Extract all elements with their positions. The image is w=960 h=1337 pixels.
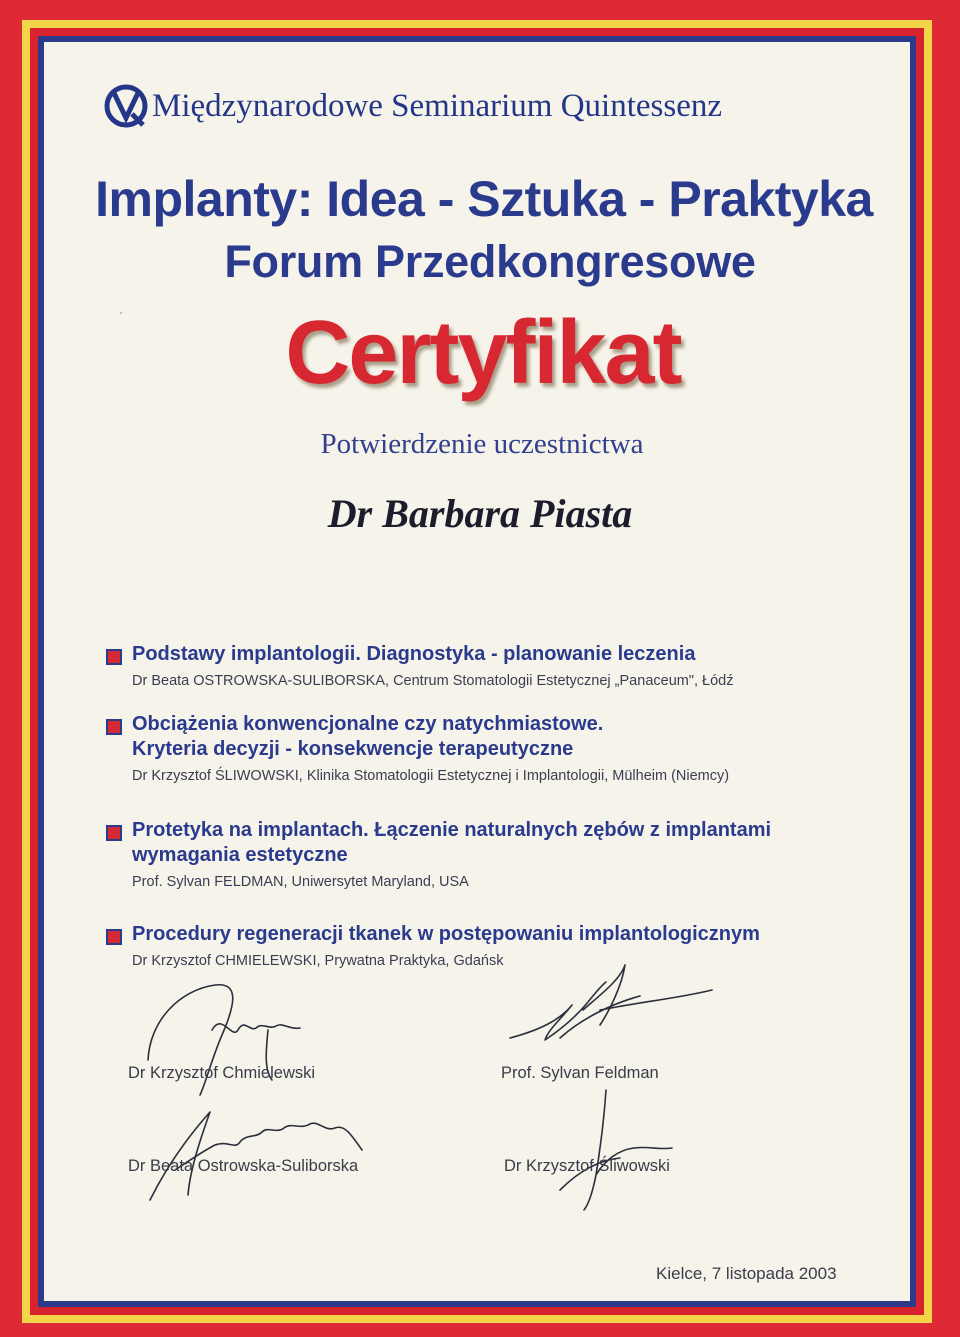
signature-feldman <box>510 965 712 1040</box>
speaker-line: Dr Beata OSTROWSKA-SULIBORSKA, Centrum Stomatologii Estetycznej „Panaceum", Łódź <box>132 673 734 689</box>
speaker-line: Dr Krzysztof CHMIELEWSKI, Prywatna Praktyka, Gdańsk <box>132 953 504 969</box>
topic-line: Obciążenia konwencjonalne czy natychmiastowe. <box>132 713 604 735</box>
signature-ostrowska <box>150 1112 362 1200</box>
speaker-line: Dr Krzysztof ŚLIWOWSKI, Klinika Stomatologii Estetycznej i Implantologii, Mülheim (Niemcy) <box>132 768 730 784</box>
recipient-name: Dr Barbara Piasta <box>327 491 633 536</box>
signature-name: Dr Krzysztof Śliwowski <box>504 1157 670 1175</box>
topic-line: Podstawy implantologii. Diagnostyka - planowanie leczenia <box>132 643 696 665</box>
confirmation-text: Potwierdzenie uczestnictwa <box>320 428 644 460</box>
event-subtitle: Forum Przedkongresowe <box>224 236 756 287</box>
certificate-title: Certyfikat <box>285 303 681 403</box>
signature-name: Dr Krzysztof Chmielewski <box>128 1064 316 1082</box>
topic-line: Kryteria decyzji - konsekwencje terapeutyczne <box>132 738 574 760</box>
topic-line: Procedury regeneracji tkanek w postępowaniu implantologicznym <box>132 923 760 945</box>
topic-line: wymagania estetyczne <box>132 844 348 866</box>
signature-name: Prof. Sylvan Feldman <box>501 1064 659 1082</box>
event-title: Implanty: Idea - Sztuka - Praktyka <box>95 171 873 227</box>
signature-sliwowski <box>560 1090 672 1210</box>
place-date: Kielce, 7 listopada 2003 <box>656 1264 837 1283</box>
signature-name: Dr Beata Ostrowska-Suliborska <box>128 1157 359 1175</box>
speaker-line: Prof. Sylvan FELDMAN, Uniwersytet Maryland, USA <box>132 874 469 890</box>
organizer-name: Międzynarodowe Seminarium Quintessenz <box>152 87 723 124</box>
topic-line: Protetyka na implantach. Łączenie naturalnych zębów z implantami <box>132 819 772 841</box>
